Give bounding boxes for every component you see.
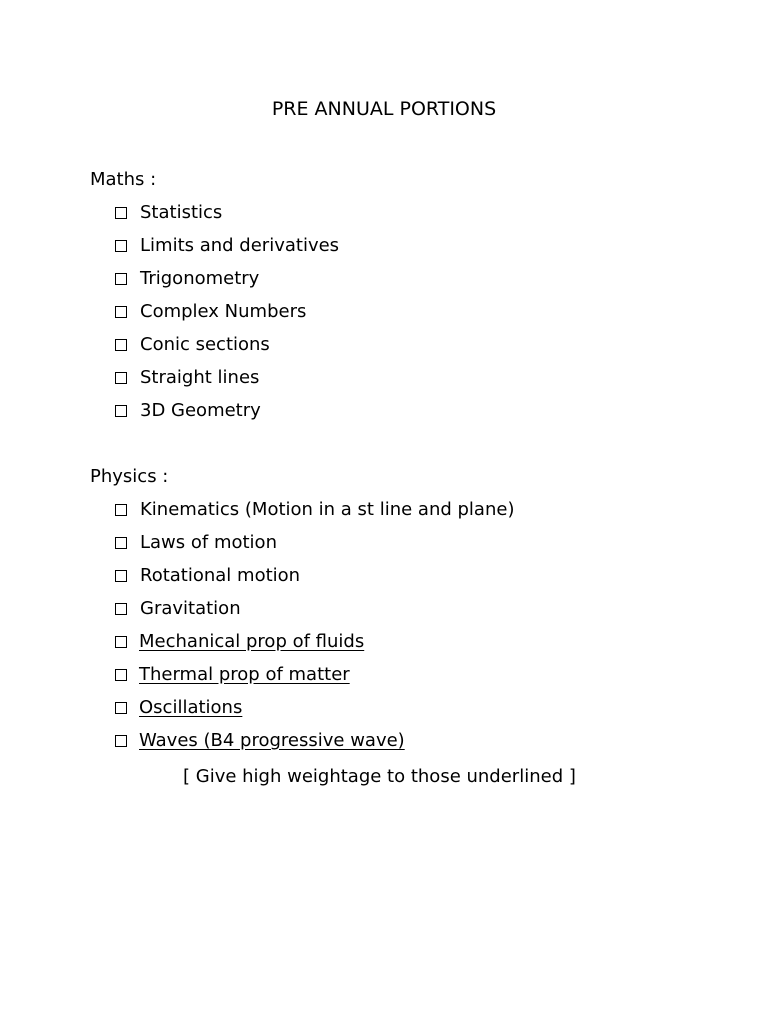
list-item (115, 559, 514, 592)
topic-label: Kinematics (Motion in a st line and plane) (140, 499, 515, 520)
checkbox-icon[interactable] (115, 735, 127, 747)
list-item (115, 361, 339, 394)
topic-label: Gravitation (140, 598, 241, 619)
weightage-note: [ Give high weightage to those underlined ] (183, 766, 576, 787)
topic-label: Mechanical prop of fluids (139, 631, 365, 652)
checkbox-icon[interactable] (115, 702, 127, 714)
topic-label: Rotational motion (140, 565, 301, 586)
topic-label: Complex Numbers (140, 301, 307, 322)
maths-section (90, 163, 339, 427)
list-item (115, 625, 514, 658)
checkbox-icon[interactable] (115, 603, 127, 615)
checkbox-icon[interactable] (115, 504, 127, 516)
list-item (115, 262, 339, 295)
topic-label: Conic sections (140, 334, 270, 355)
checkbox-icon[interactable] (115, 537, 127, 549)
list-item (115, 229, 339, 262)
maths-topic-list (90, 196, 339, 427)
topic-label: Laws of motion (140, 532, 277, 553)
topic-label: Limits and derivatives (140, 235, 340, 256)
checkbox-icon[interactable] (115, 636, 127, 648)
list-item (115, 658, 514, 691)
physics-section (90, 460, 514, 757)
topic-label: Oscillations (139, 697, 243, 718)
page-title: PRE ANNUAL PORTIONS (271, 98, 497, 120)
checkbox-icon[interactable] (115, 372, 127, 384)
list-item (115, 526, 514, 559)
list-item (115, 592, 514, 625)
checkbox-icon[interactable] (115, 207, 127, 219)
topic-label: Straight lines (140, 367, 260, 388)
checkbox-icon[interactable] (115, 306, 127, 318)
topic-label: 3D Geometry (140, 400, 261, 421)
maths-heading: Maths : (90, 169, 157, 190)
list-item (115, 394, 339, 427)
topic-label: Waves (B4 progressive wave) (139, 730, 405, 751)
physics-topic-list (90, 493, 514, 757)
physics-heading: Physics : (90, 466, 169, 487)
checkbox-icon[interactable] (115, 669, 127, 681)
topic-label: Statistics (140, 202, 223, 223)
checkbox-icon[interactable] (115, 405, 127, 417)
checkbox-icon[interactable] (115, 339, 127, 351)
checkbox-icon[interactable] (115, 240, 127, 252)
list-item (115, 691, 514, 724)
topic-label: Thermal prop of matter (139, 664, 350, 685)
list-item (115, 493, 514, 526)
topic-label: Trigonometry (140, 268, 260, 289)
checkbox-icon[interactable] (115, 570, 127, 582)
checkbox-icon[interactable] (115, 273, 127, 285)
list-item (115, 295, 339, 328)
list-item (115, 196, 339, 229)
list-item (115, 328, 339, 361)
list-item (115, 724, 514, 757)
